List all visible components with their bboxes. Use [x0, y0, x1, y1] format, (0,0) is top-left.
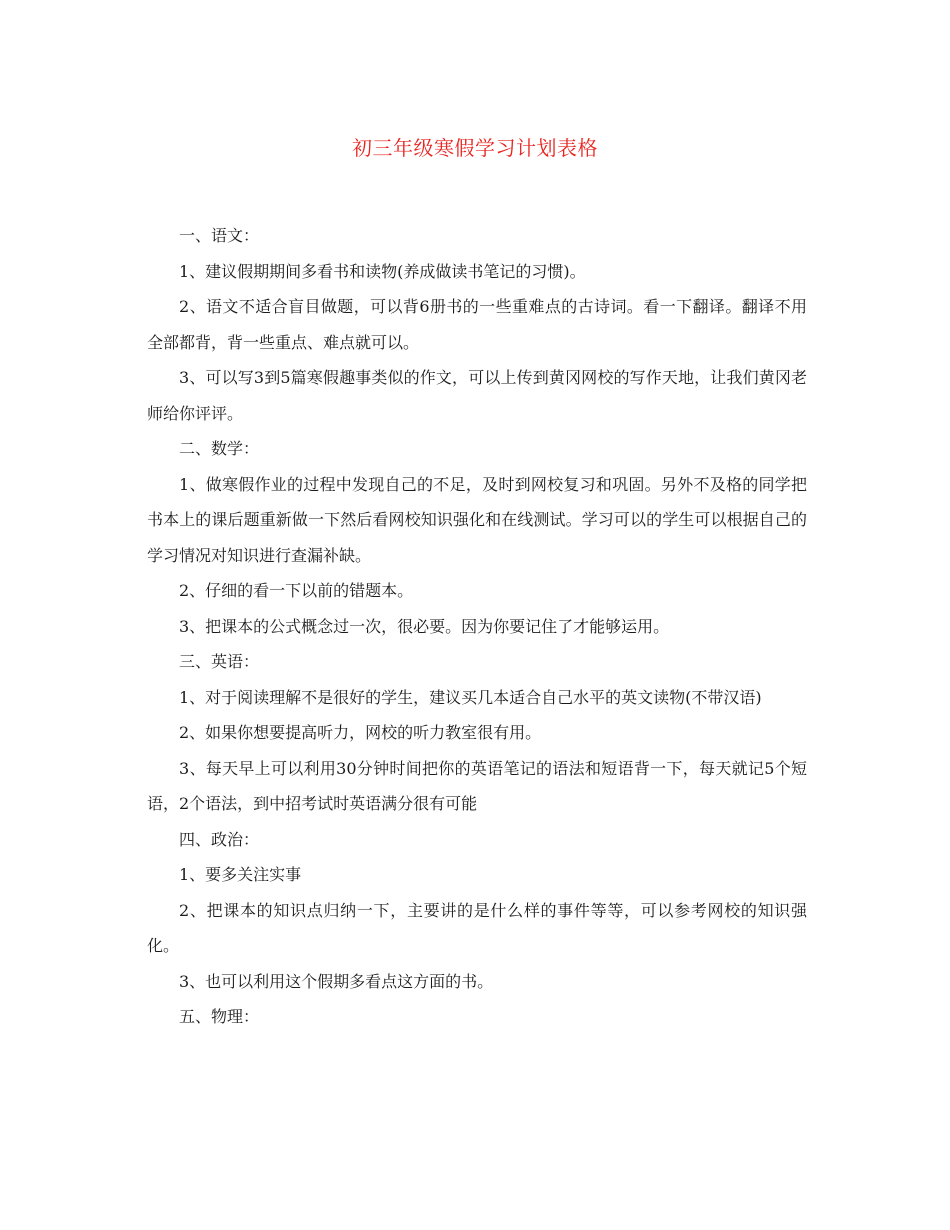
document-body — [147, 218, 807, 1035]
paragraph: 3、每天早上可以利用30分钟时间把你的英语笔记的语法和短语背一下，每天就记5个短语，2个语法，到中招考试时英语满分很有可能 — [147, 758, 807, 813]
section-heading-math: 二、数学： — [179, 439, 260, 458]
paragraph: 2、仔细的看一下以前的错题本。 — [179, 581, 414, 600]
paragraph: 1、做寒假作业的过程中发现自己的不足，及时到网校复习和巩固。另外不及格的同学把书本上的课后题重新做一下然后看网校知识强化和在线测试。学习可以的学生可以根据自己的学习情况对知识进行查漏补缺。 — [147, 474, 807, 565]
section-heading-physics: 五、物理： — [179, 1007, 260, 1026]
paragraph: 2、把课本的知识点归纳一下，主要讲的是什么样的事件等等，可以参考网校的知识强化。 — [147, 900, 807, 955]
section-heading-chinese: 一、语文： — [179, 226, 260, 245]
section-heading-politics: 四、政治： — [179, 829, 260, 849]
document-title: 初三年级寒假学习计划表格 — [352, 136, 598, 160]
paragraph: 3、把课本的公式概念过一次，很必要。因为你要记住了才能够运用。 — [179, 616, 670, 636]
paragraph: 1、要多关注实事 — [179, 865, 302, 884]
paragraph: 1、对于阅读理解不是很好的学生，建议买几本适合自己水平的英文读物(不带汉语) — [179, 687, 762, 707]
paragraph: 3、可以写3到5篇寒假趣事类似的作文，可以上传到黄冈网校的写作天地，让我们黄冈老师给你评评。 — [147, 368, 807, 423]
paragraph: 2、语文不适合盲目做题，可以背6册书的一些重难点的古诗词。看一下翻译。翻译不用全部都背，背一些重点、难点就可以。 — [147, 297, 807, 352]
paragraph: 2、如果你想要提高听力，网校的听力教室很有用。 — [179, 723, 542, 742]
paragraph: 3、也可以利用这个假期多看点这方面的书。 — [179, 971, 494, 991]
section-heading-english: 三、英语： — [179, 652, 260, 671]
paragraph: 1、建议假期期间多看书和读物(养成做读书笔记的习惯)。 — [179, 261, 586, 281]
